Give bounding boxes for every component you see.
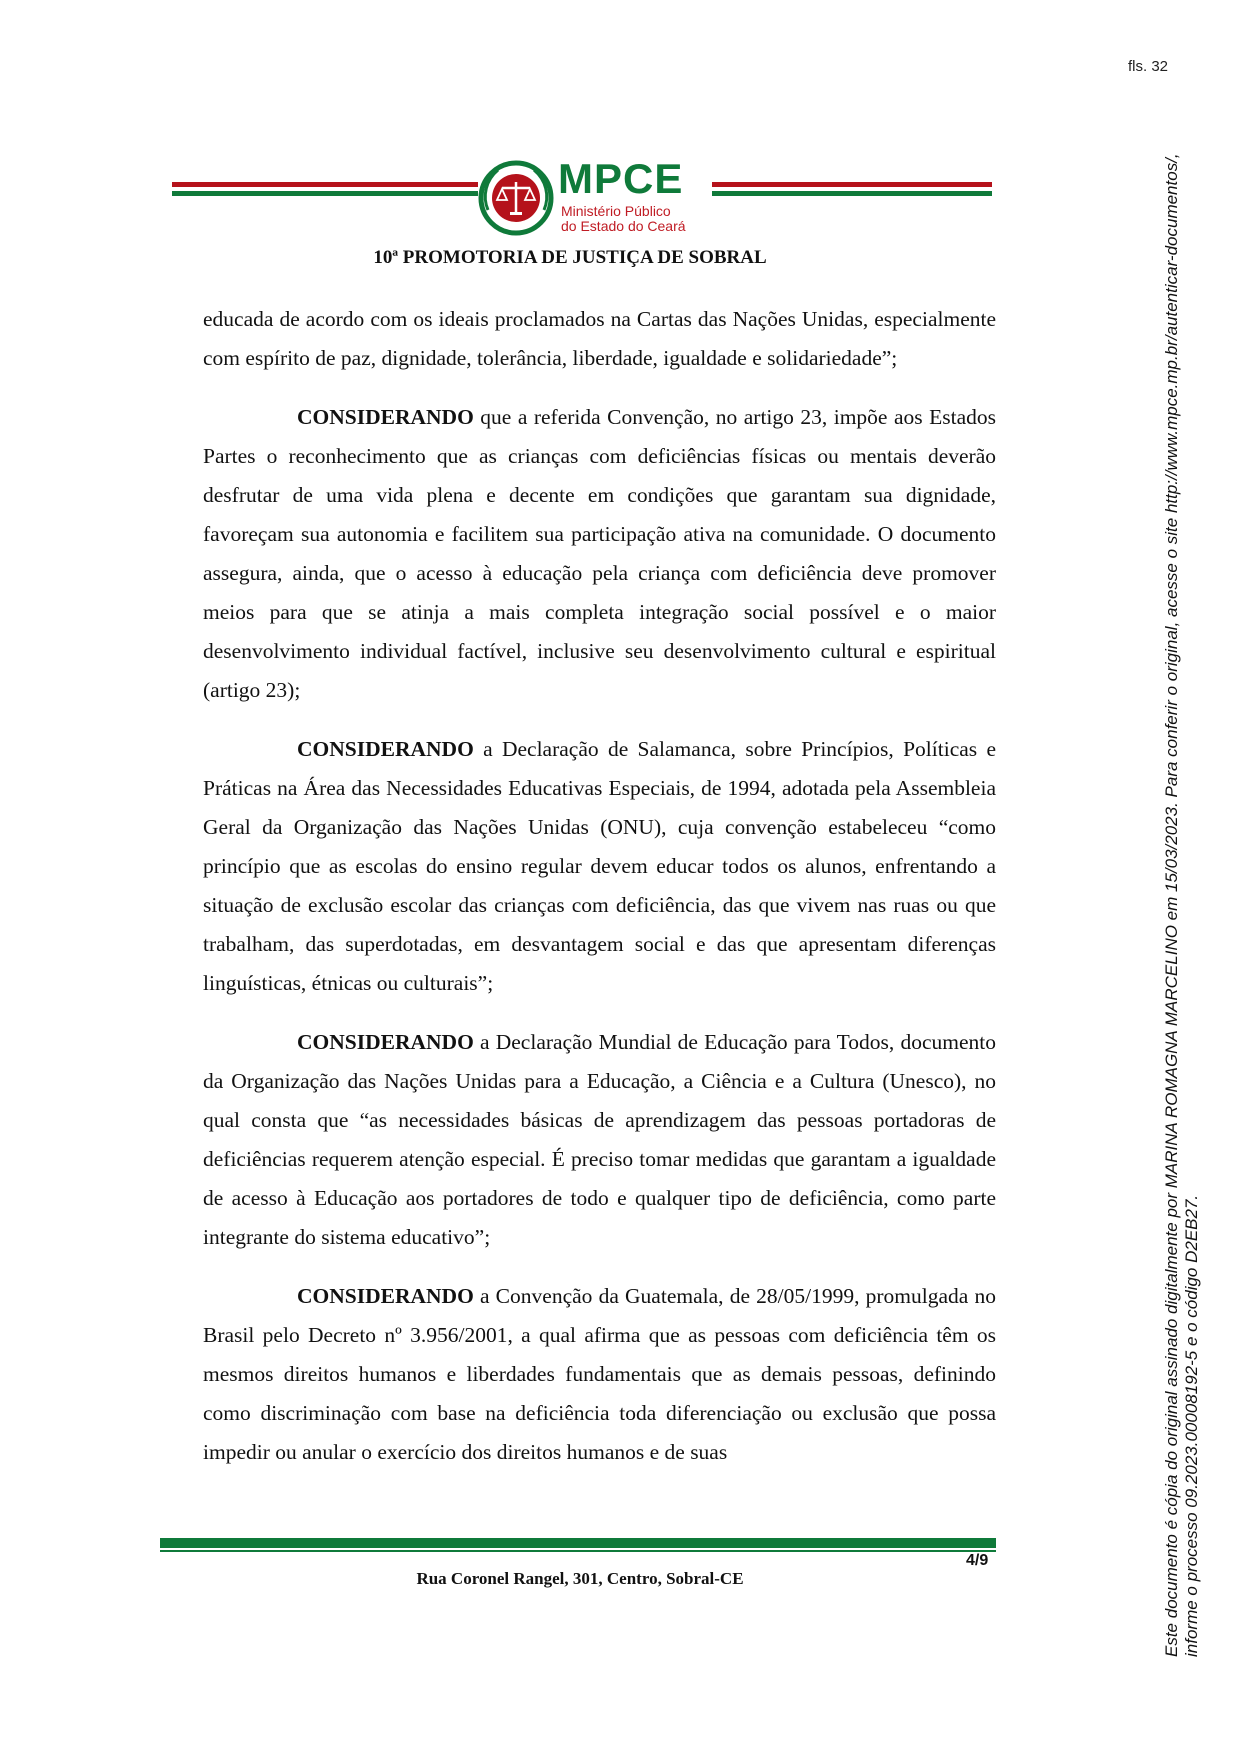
footer-address: Rua Coronel Rangel, 301, Centro, Sobral-CE: [416, 1569, 744, 1588]
brand-block: [558, 155, 718, 240]
paragraph-1: educada de acordo com os ideais proclamados na Cartas das Nações Unidas, especialmente com espírito de paz, dignidade, tolerância, liberdade, igualdade e solidariedade”;: [203, 307, 996, 370]
authentication-line-2: informe o processo 09.2023.00008192-5 e o código D2EB27.: [1182, 1194, 1201, 1657]
paragraph-4: CONSIDERANDO a Declaração Mundial de Educação para Todos, documento da Organização das Nações Unidas para a Educação, a Ciência e a Cultura (Unesco), no qual consta que “as necessidades básicas de aprendizagem das pessoas portadoras de deficiências requerem atenção especial. É preciso tomar medidas que garantam a igualdade de acesso à Educação aos portadores de todo e qualquer tipo de deficiência, como parte integrante do sistema educativo”;: [203, 1030, 996, 1249]
header-stripe-right: [712, 182, 992, 206]
page-number: fls. 32: [1128, 58, 1169, 75]
paragraph-2: CONSIDERANDO que a referida Convenção, no artigo 23, impõe aos Estados Partes o reconhecimento que as crianças com deficiências físicas ou mentais deverão desfrutar de uma vida plena e decente em condições que garantam sua dignidade, favoreçam sua autonomia e facilitem sua participação ativa na comunidade. O documento assegura, ainda, que o acesso à educação pela criança com deficiência deve promover meios para que se atinja a mais completa integração social possível e o maior desenvolvimento individual factível, inclusive seu desenvolvimento cultural e espiritual (artigo 23);: [203, 405, 996, 702]
brand-subtitle-2: do Estado do Ceará: [561, 218, 686, 234]
document-body: [203, 300, 996, 1492]
authentication-line-1: Este documento é cópia do original assinado digitalmente por MARINA ROMAGNA MARCELINO em 15/03/2023. Para conferir o original, acesse o site http://www.mpce.mp.br/autenticar-documentos/,: [1162, 153, 1181, 1657]
scales-of-justice-icon: [478, 160, 554, 236]
office-title: 10ª PROMOTORIA DE JUSTIÇA DE SOBRAL: [373, 247, 767, 268]
considerando-lead: CONSIDERANDO: [297, 737, 474, 761]
paragraph-3: CONSIDERANDO a Declaração de Salamanca, sobre Princípios, Políticas e Práticas na Área das Necessidades Educativas Especiais, de 1994, adotada pela Assembleia Geral da Organização das Nações Unidas (ONU), cuja convenção estabeleceu “como princípio que as escolas do ensino regular devem educar todos os alunos, enfrentando a situação de exclusão escolar das crianças com deficiência, das que vivem nas ruas ou que trabalham, das superdotadas, em desvantagem social e das que apresentam diferenças linguísticas, étnicas ou culturais”;: [203, 737, 996, 995]
brand-name: MPCE: [558, 155, 684, 202]
considerando-lead: CONSIDERANDO: [297, 405, 474, 429]
header-stripe-left: [172, 182, 478, 206]
letterhead: [172, 155, 992, 242]
footer-divider-thin: [160, 1550, 996, 1552]
brand-subtitle-1: Ministério Público: [561, 203, 671, 219]
considerando-lead: CONSIDERANDO: [297, 1284, 474, 1308]
considerando-lead: CONSIDERANDO: [297, 1030, 474, 1054]
paragraph-5: CONSIDERANDO a Convenção da Guatemala, de 28/05/1999, promulgada no Brasil pelo Decreto nº 3.956/2001, a qual afirma que as pessoas com deficiência têm os mesmos direitos humanos e liberdades fundamentais que as demais pessoas, definindo como discriminação com base na deficiência toda diferenciação ou exclusão que possa impedir ou anular o exercício dos direitos humanos e de suas: [203, 1284, 996, 1464]
footer-divider: [160, 1538, 996, 1548]
authentication-note: [1162, 153, 1202, 1657]
folio-number: 4/9: [966, 1552, 989, 1569]
